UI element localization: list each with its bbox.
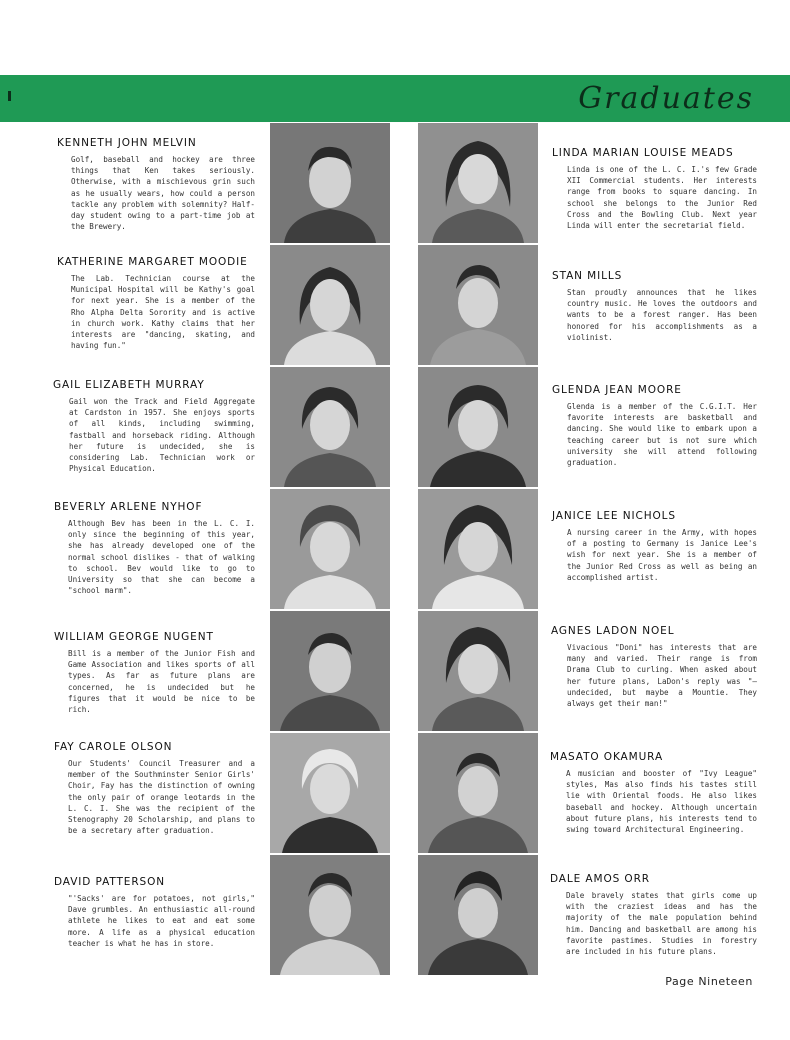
graduate-bio: The Lab. Technician course at the Municipal Hospital will be Kathy's goal for next year. She is a member of the Rho Alpha Delta Sorority and is active in church work. Kathy claims that her interests are "dancing, skating, and having fun." bbox=[71, 274, 255, 351]
portrait-placeholder bbox=[418, 367, 538, 487]
graduate-photo bbox=[418, 611, 538, 731]
page-title: Graduates bbox=[578, 81, 754, 116]
portrait-placeholder bbox=[270, 489, 390, 609]
banner-mark bbox=[8, 91, 11, 101]
graduate-bio: Golf, baseball and hockey are three things that Ken takes seriously. Otherwise, with a mischievous grin such as he usually wears, how could a person tackle any problem with solemnity? Half-day student owing to a part-time job at the Brewery. bbox=[71, 155, 255, 232]
graduate-bio: Our Students' Council Treasurer and a member of the Southminster Senior Girls' Choir, Fay has the distinction of owning the only pair of orange leotards in the L. C. I. She was the recipient of the Stenography 20 Scholarship, and plans to be a secretary after graduation. bbox=[68, 759, 255, 836]
graduate-photo bbox=[418, 245, 538, 365]
portrait-placeholder bbox=[270, 611, 390, 731]
graduate-photo bbox=[418, 855, 538, 975]
portrait-placeholder bbox=[270, 367, 390, 487]
graduate-bio: Gail won the Track and Field Aggregate at Cardston in 1957. She enjoys sports of all kinds, including swimming, fastball and horseback riding. Although her future is undecided, she is considering Lab. Technician work or Physical Education. bbox=[69, 397, 255, 474]
graduate-photo bbox=[270, 733, 390, 853]
portrait-placeholder bbox=[418, 245, 538, 365]
portrait-placeholder bbox=[270, 123, 390, 243]
graduate-bio: Glenda is a member of the C.G.I.T. Her favorite interests are basketball and dancing. She would like to embark upon a teaching career but is not sure which university she will attend following graduation. bbox=[567, 402, 757, 468]
graduate-entry bbox=[54, 876, 255, 949]
graduate-entry bbox=[54, 631, 255, 715]
graduate-entry bbox=[552, 510, 757, 583]
graduate-bio: Vivacious "Doni" has interests that are many and varied. Their range is from Drama Club to curling. When asked about her future plans, LaDon's reply was "— undecided, but maybe a Mountie. They always get their man!" bbox=[567, 643, 757, 709]
graduate-name: DALE AMOS ORR bbox=[550, 873, 650, 885]
graduate-photo bbox=[270, 489, 390, 609]
graduate-name: GLENDA JEAN MOORE bbox=[552, 384, 682, 396]
graduate-photo bbox=[270, 245, 390, 365]
portrait-placeholder bbox=[270, 245, 390, 365]
graduate-entry bbox=[54, 741, 255, 836]
graduate-entry bbox=[57, 137, 255, 232]
portrait-placeholder bbox=[270, 733, 390, 853]
graduate-photo bbox=[270, 611, 390, 731]
graduate-entry bbox=[551, 625, 757, 709]
graduate-entry bbox=[53, 379, 255, 474]
graduate-photo bbox=[418, 733, 538, 853]
portrait-placeholder bbox=[418, 123, 538, 243]
graduate-bio: "'Sacks' are for potatoes, not girls," Dave grumbles. An enthusiastic all-round athlete he likes to eat and eat some more. A life as a physical education teacher is what he has in store. bbox=[68, 894, 255, 948]
graduate-entry bbox=[550, 873, 757, 957]
graduate-name: GAIL ELIZABETH MURRAY bbox=[53, 379, 205, 391]
graduate-entry bbox=[54, 501, 255, 596]
graduate-photo bbox=[270, 855, 390, 975]
graduate-name: WILLIAM GEORGE NUGENT bbox=[54, 631, 214, 643]
graduate-bio: A musician and booster of "Ivy League" styles, Mas also finds his tastes still lie with Oriental foods. He also likes baseball and hockey. Although uncertain about future plans, his interests tend to swing toward Architectural Engineering. bbox=[566, 769, 757, 835]
graduate-photo bbox=[270, 123, 390, 243]
graduate-bio: Although Bev has been in the L. C. I. only since the beginning of this year, she has already developed one of the normal school dislikes - that of walking to school. Bev would like to go to University so that she can become a "school marm". bbox=[68, 519, 255, 596]
graduate-entry bbox=[552, 384, 757, 468]
graduate-bio: Dale bravely states that girls come up with the craziest ideas and has the majority of the male population behind him. Dancing and basketball are among his favorite pastimes. Studies in forestry are included in his future plans. bbox=[566, 891, 757, 957]
portrait-placeholder bbox=[270, 855, 390, 975]
graduate-photo bbox=[418, 489, 538, 609]
portrait-placeholder bbox=[418, 855, 538, 975]
graduate-bio: A nursing career in the Army, with hopes of a posting to Germany is Janice Lee's wish for next year. She is a member of the Junior Red Cross as well as being an accomplished artist. bbox=[567, 528, 757, 582]
graduate-name: MASATO OKAMURA bbox=[550, 751, 664, 763]
portrait-placeholder bbox=[418, 611, 538, 731]
portrait-placeholder bbox=[418, 733, 538, 853]
graduate-name: KENNETH JOHN MELVIN bbox=[57, 137, 197, 149]
graduate-bio: Linda is one of the L. C. I.'s few Grade XII Commercial students. Her interests range from books to square dancing. In school she belongs to the Junior Red Cross and the Bowling Club. Next year Linda will enter the secretarial field. bbox=[567, 165, 757, 231]
graduate-name: FAY CAROLE OLSON bbox=[54, 741, 173, 753]
graduate-entry bbox=[550, 751, 757, 835]
graduate-name: JANICE LEE NICHOLS bbox=[552, 510, 676, 522]
graduate-photo bbox=[270, 367, 390, 487]
graduate-entry bbox=[552, 270, 757, 343]
graduate-name: AGNES LADON NOEL bbox=[551, 625, 675, 637]
graduate-name: BEVERLY ARLENE NYHOF bbox=[54, 501, 203, 513]
graduate-photo bbox=[418, 123, 538, 243]
header-banner bbox=[0, 75, 790, 122]
graduate-name: KATHERINE MARGARET MOODIE bbox=[57, 256, 248, 268]
graduate-photo bbox=[418, 367, 538, 487]
graduate-bio: Stan proudly announces that he likes country music. He loves the outdoors and wants to be a forest ranger. Has been honored for his accomplishments as a violinist. bbox=[567, 288, 757, 342]
graduate-name: STAN MILLS bbox=[552, 270, 623, 282]
graduate-bio: Bill is a member of the Junior Fish and Game Association and likes sports of all types. As far as future plans are concerned, he is undecided but he figures that it would be nice to be rich. bbox=[68, 649, 255, 715]
portrait-placeholder bbox=[418, 489, 538, 609]
graduate-name: LINDA MARIAN LOUISE MEADS bbox=[552, 147, 734, 159]
page-number: Page Nineteen bbox=[665, 975, 753, 988]
graduate-entry bbox=[552, 147, 757, 231]
graduate-entry bbox=[57, 256, 255, 351]
graduate-name: DAVID PATTERSON bbox=[54, 876, 165, 888]
